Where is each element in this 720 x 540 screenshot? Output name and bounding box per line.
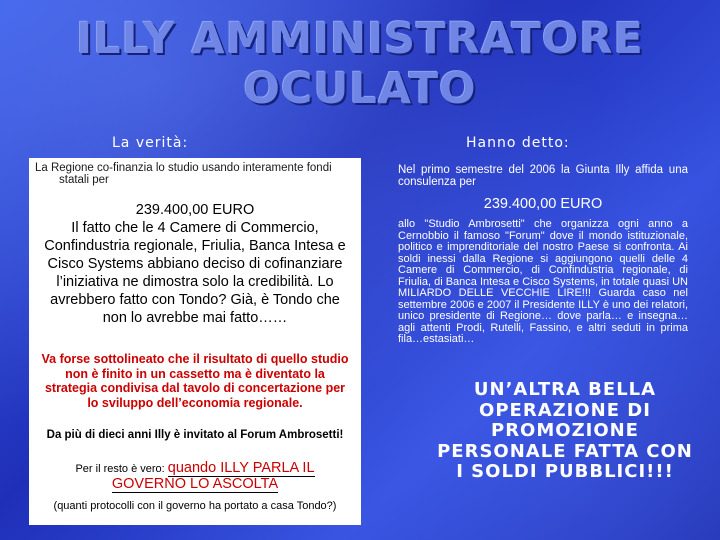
- left-price: 239.400,00 EURO: [135, 202, 255, 218]
- right-price: 239.400,00 EURO: [483, 196, 603, 212]
- left-rest-prefix: Per il resto è vero:: [75, 463, 165, 475]
- left-rest-highlight-1: quando ILLY PARLA IL: [167, 460, 315, 476]
- left-rest-highlight-2: GOVERNO LO ASCOLTA: [111, 476, 279, 492]
- slide-title: [0, 14, 720, 114]
- left-rest-text: [35, 461, 355, 493]
- right-big-statement: UN’ALTRA BELLA OPERAZIONE DI PROMOZIONE PERSONALE FATTA CON I SOLDI PUBBLICI!!!: [437, 379, 693, 482]
- left-column-heading: La verità:: [112, 135, 189, 151]
- left-red-text: Va forse sottolineato che il risultato di quello studio non è finito in un cassetto ma è diventato la strategia condivisa dal tavolo di concertazione per lo sviluppo dell’economia regionale.: [41, 352, 349, 410]
- right-column: [398, 164, 688, 346]
- left-intro-text: [35, 162, 355, 186]
- title-line-1: ILLY AMMINISTRATORE: [76, 14, 644, 64]
- right-intro-text: Nel primo semestre del 2006 la Giunta Illy affida una consulenza per: [398, 164, 688, 188]
- title-line-2: OCULATO: [243, 64, 477, 114]
- right-long-text: allo "Studio Ambrosetti" che organizza ogni anno a Cernobbio il famoso "Forum" dove il mondo istituzionale, politico e imprenditoriale del nostro Paese si confronta. Ai soldi inessi dalla Regione si aggiungono quelli delle 4 Camere di Commercio, di Confindustria regionale, di Friulia, di Banca Intesa e Cisco Systems, in totale quasi UN MILIARDO DELLE VECCHIE LIRE!!! Guarda caso nel settembre 2006 e 2007 il Presidente ILLY è uno dei relatori, unico presidente di Regione… dove parla… e insegna…agli attenti Prodi, Rutelli, Fassino, e altri seduti in prima fila…estasiati…: [398, 218, 688, 345]
- right-column-heading: Hanno detto:: [466, 135, 570, 151]
- left-paren-text: (quanti protocolli con il governo ha portato a casa Tondo?): [53, 500, 337, 512]
- left-intro-line-1: La Regione co-finanzia lo studio usando interamente fondi: [35, 162, 332, 174]
- left-intro-line-2: statali per: [59, 174, 109, 186]
- left-main-text: Il fatto che le 4 Camere di Commercio, Confindustria regionale, Friulia, Banca Intesa e Cisco Systems abbiano deciso di cofinanziare l’iniziativa ne dimostra solo la credibilità. Lo avrebbero fatto con Tondo? Già, è Tondo che non lo avrebbe mai fatto……: [44, 220, 346, 326]
- left-text-box: [29, 158, 361, 525]
- left-forum-text: Da più di dieci anni Illy è invitato al Forum Ambrosetti!: [46, 429, 344, 441]
